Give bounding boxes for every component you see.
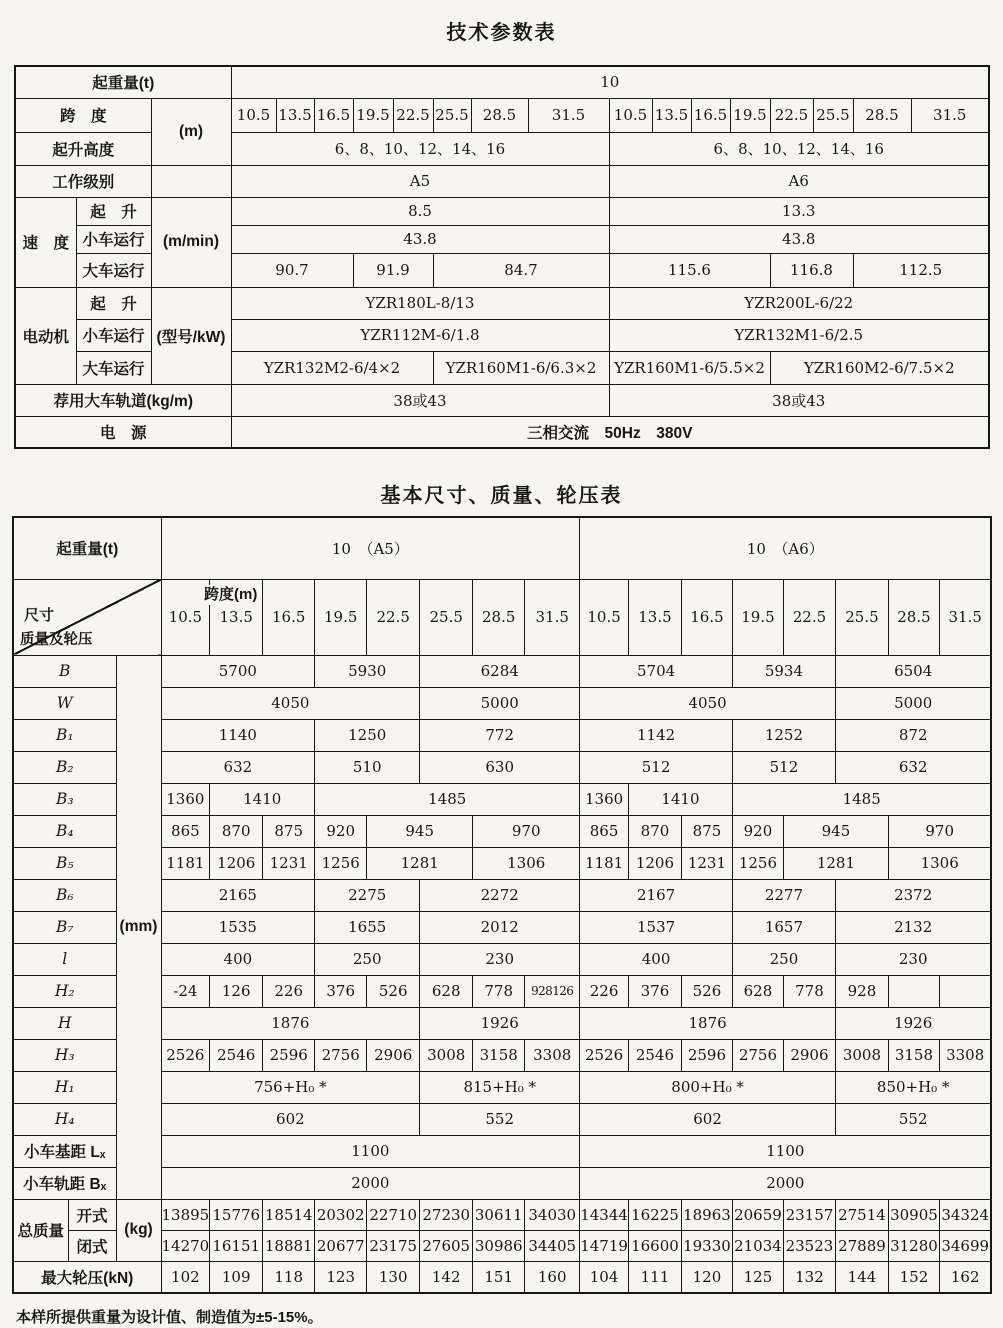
value-cell: 1256: [732, 847, 783, 879]
value-cell: 31.5: [525, 579, 580, 655]
value-cell: 875: [263, 815, 315, 847]
value-cell: 102: [161, 1261, 210, 1293]
label-cell: 电动机: [15, 287, 76, 384]
row-span: [15, 98, 989, 132]
value-cell: 1250: [315, 719, 420, 751]
value-cell: 1181: [580, 847, 629, 879]
value-cell: 28.5: [471, 98, 528, 132]
value-cell: 25.5: [813, 98, 853, 132]
value-cell: 91.9: [353, 253, 433, 287]
label-cell: 起 升: [76, 287, 151, 319]
label-cell: 起 升: [76, 197, 151, 225]
value-cell: 2756: [732, 1039, 783, 1071]
value-cell: 1485: [732, 783, 991, 815]
value-cell: 1360: [580, 783, 629, 815]
label-cell: 总质量: [13, 1199, 68, 1261]
value-cell: 109: [210, 1261, 263, 1293]
value-cell: 118: [263, 1261, 315, 1293]
row-rail: [15, 384, 989, 416]
label-cell: 小车基距 Lₓ: [13, 1135, 116, 1167]
value-cell: 13.5: [276, 98, 314, 132]
value-cell: 5930: [315, 655, 420, 687]
value-cell: 250: [732, 943, 835, 975]
value-cell: 875: [681, 815, 732, 847]
dim-label-cell: B₅: [13, 847, 116, 879]
value-cell: 1231: [263, 847, 315, 879]
dim-label-cell: H₁: [13, 1071, 116, 1103]
label-cell: 小车轨距 Bₓ: [13, 1167, 116, 1199]
value-cell: YZR132M1-6/2.5: [609, 319, 989, 351]
label-cell: (mm): [116, 655, 161, 1199]
row-lifting-capacity: [15, 66, 989, 98]
value-cell: YZR132M2-6/4×2: [231, 351, 433, 384]
dim-label-cell: B₆: [13, 879, 116, 911]
value-cell: 376: [628, 975, 681, 1007]
value-cell: 25.5: [835, 579, 888, 655]
value-cell: 19.5: [353, 98, 393, 132]
value-cell: 2000: [580, 1167, 992, 1199]
value-cell: 250: [315, 943, 420, 975]
value-cell: 111: [628, 1261, 681, 1293]
label-cell: 大车运行: [76, 351, 151, 384]
value-cell: 22710: [367, 1199, 420, 1230]
value-cell: 30611: [473, 1199, 525, 1230]
label-cell: 电 源: [15, 416, 231, 448]
value-cell: 14344: [580, 1199, 629, 1230]
value-cell: 1256: [315, 847, 367, 879]
value-cell: 3308: [525, 1039, 580, 1071]
label-cell: (型号/kW): [151, 287, 231, 384]
label-cell: 跨 度: [15, 98, 151, 132]
label-cell: 速 度: [15, 197, 76, 287]
value-cell: 2277: [732, 879, 835, 911]
value-cell: 870: [210, 815, 263, 847]
value-cell: 1206: [210, 847, 263, 879]
value-cell: 2012: [420, 911, 580, 943]
value-cell: 945: [367, 815, 473, 847]
value-cell: 31280: [888, 1230, 939, 1261]
value-cell: 152: [888, 1261, 939, 1293]
value-cell: 1876: [161, 1007, 420, 1039]
value-cell: 13.3: [609, 197, 989, 225]
value-cell: 1537: [580, 911, 733, 943]
dimensions-mass-wheel-load-table: [12, 516, 992, 1294]
value-cell: 34699: [939, 1230, 991, 1261]
value-cell: 112.5: [853, 253, 989, 287]
label-cell: 三相交流 50Hz 380V: [231, 416, 989, 448]
value-cell: 552: [420, 1103, 580, 1135]
value-cell: 19.5: [730, 98, 770, 132]
value-cell: 1485: [315, 783, 580, 815]
value-cell: 850+H₀ *: [835, 1071, 991, 1103]
value-cell: 2272: [420, 879, 580, 911]
value-cell: 928126: [525, 975, 580, 1007]
value-cell: -24: [161, 975, 210, 1007]
value-cell: 31.5: [939, 579, 991, 655]
row-motor-hoisting: [15, 287, 989, 319]
value-cell: YZR200L-6/22: [609, 287, 989, 319]
value-cell: 16.5: [314, 98, 353, 132]
value-cell: 400: [161, 943, 315, 975]
value-cell: 1100: [580, 1135, 992, 1167]
value-cell: 28.5: [853, 98, 911, 132]
value-cell: 13.5: [652, 98, 691, 132]
value-cell: 43.8: [231, 225, 609, 253]
value-cell: 526: [367, 975, 420, 1007]
value-cell: 38或43: [231, 384, 609, 416]
value-cell: 84.7: [433, 253, 609, 287]
value-cell: 800+H₀ *: [580, 1071, 836, 1103]
value-cell: 778: [783, 975, 835, 1007]
value-cell: 28.5: [888, 579, 939, 655]
value-cell: 552: [835, 1103, 991, 1135]
dim-label-cell: B₇: [13, 911, 116, 943]
value-cell: 162: [939, 1261, 991, 1293]
value-cell: 1657: [732, 911, 835, 943]
value-cell: 6、8、10、12、14、16: [609, 132, 989, 165]
page-title: 技术参数表: [446, 22, 557, 44]
value-cell: 30905: [888, 1199, 939, 1230]
value-cell: 43.8: [609, 225, 989, 253]
value-cell: 8.5: [231, 197, 609, 225]
value-cell: 628: [420, 975, 473, 1007]
value-cell: 2906: [367, 1039, 420, 1071]
dim-label-cell: B₃: [13, 783, 116, 815]
value-cell: 400: [580, 943, 733, 975]
value-cell: 13895: [161, 1199, 210, 1230]
value-cell: 151: [473, 1261, 525, 1293]
value-cell: 23157: [783, 1199, 835, 1230]
value-cell: 1306: [888, 847, 991, 879]
value-cell: 19.5: [315, 579, 367, 655]
dimensions-table-title: 基本尺寸、质量、轮压表: [380, 485, 623, 507]
value-cell: 10: [231, 66, 989, 98]
value-cell: 13.5: [628, 579, 681, 655]
value-cell: 865: [580, 815, 629, 847]
value-cell: 2165: [161, 879, 315, 911]
value-cell: 115.6: [609, 253, 770, 287]
dim-label-cell: H: [13, 1007, 116, 1039]
value-cell: 10.5: [231, 98, 276, 132]
value-cell: 865: [161, 815, 210, 847]
value-cell: 1535: [161, 911, 315, 943]
value-cell: 18514: [263, 1199, 315, 1230]
value-cell: 22.5: [393, 98, 433, 132]
value-cell: 920: [732, 815, 783, 847]
value-cell: A5: [231, 165, 609, 197]
value-cell: 13.5: [210, 579, 263, 655]
value-cell: 34324: [939, 1199, 991, 1230]
value-cell: 22.5: [367, 579, 420, 655]
value-cell: 34030: [525, 1199, 580, 1230]
dim-label-cell: l: [13, 943, 116, 975]
value-cell: 3158: [473, 1039, 525, 1071]
value-cell: 2132: [835, 911, 991, 943]
value-cell: 5000: [835, 687, 991, 719]
value-cell: 22.5: [783, 579, 835, 655]
value-cell: 772: [420, 719, 580, 751]
value-cell: 928: [835, 975, 888, 1007]
value-cell: 10 （A5）: [161, 517, 580, 579]
footnote: 本样所提供重量为设计值、制造值为±5-15%。: [16, 1309, 323, 1326]
label-cell: 工作级别: [15, 165, 151, 197]
value-cell: [939, 975, 991, 1007]
label-cell: (m): [151, 98, 231, 165]
value-cell: 10.5: [609, 98, 652, 132]
row-work-class: [15, 165, 989, 197]
value-cell: 1281: [783, 847, 888, 879]
value-cell: 1926: [835, 1007, 991, 1039]
value-cell: 1876: [580, 1007, 836, 1039]
value-cell: 4050: [161, 687, 420, 719]
value-cell: 2526: [580, 1039, 629, 1071]
value-cell: 18963: [681, 1199, 732, 1230]
value-cell: 6284: [420, 655, 580, 687]
label-cell: 开式: [68, 1199, 116, 1230]
label-cell: 荐用大车轨道(kg/m): [15, 384, 231, 416]
value-cell: 778: [473, 975, 525, 1007]
diag-label-0: 跨度(m): [200, 585, 261, 605]
value-cell: 16.5: [681, 579, 732, 655]
value-cell: 1926: [420, 1007, 580, 1039]
value-cell: 970: [473, 815, 580, 847]
row-speed-hoisting: [15, 197, 989, 225]
value-cell: 4050: [580, 687, 836, 719]
label-cell: (m/min): [151, 197, 231, 287]
value-cell: 1206: [628, 847, 681, 879]
value-cell: 526: [681, 975, 732, 1007]
value-cell: 5704: [580, 655, 733, 687]
technical-parameters-table: [14, 65, 990, 449]
value-cell: 132: [783, 1261, 835, 1293]
label-cell: 小车运行: [76, 225, 151, 253]
value-cell: 27889: [835, 1230, 888, 1261]
value-cell: 5700: [161, 655, 315, 687]
dim-label-cell: H₄: [13, 1103, 116, 1135]
value-cell: 2596: [681, 1039, 732, 1071]
row-wheel-load: [13, 1261, 991, 1293]
value-cell: 38或43: [609, 384, 989, 416]
value-cell: 27514: [835, 1199, 888, 1230]
value-cell: 2000: [161, 1167, 580, 1199]
value-cell: 376: [315, 975, 367, 1007]
value-cell: 23523: [783, 1230, 835, 1261]
value-cell: 142: [420, 1261, 473, 1293]
value-cell: 160: [525, 1261, 580, 1293]
row-B: [13, 655, 991, 687]
value-cell: 28.5: [473, 579, 525, 655]
dim-label-cell: B: [13, 655, 116, 687]
diag-label-1: 尺寸: [24, 606, 55, 624]
value-cell: 1231: [681, 847, 732, 879]
value-cell: 970: [888, 815, 991, 847]
diag-label-2: 质量及轮压: [20, 632, 93, 649]
value-cell: 628: [732, 975, 783, 1007]
value-cell: 602: [161, 1103, 420, 1135]
value-cell: 1410: [628, 783, 732, 815]
value-cell: 20677: [315, 1230, 367, 1261]
value-cell: 2275: [315, 879, 420, 911]
value-cell: 25.5: [420, 579, 473, 655]
value-cell: 116.8: [770, 253, 853, 287]
row-mass-open: [13, 1199, 991, 1230]
value-cell: 90.7: [231, 253, 353, 287]
dim-label-cell: H₃: [13, 1039, 116, 1071]
dim-label-cell: B₁: [13, 719, 116, 751]
value-cell: 1181: [161, 847, 210, 879]
dim-label-cell: B₂: [13, 751, 116, 783]
value-cell: 230: [835, 943, 991, 975]
value-cell: 920: [315, 815, 367, 847]
value-cell: 3158: [888, 1039, 939, 1071]
value-cell: 126: [210, 975, 263, 1007]
value-cell: 25.5: [433, 98, 471, 132]
dim-label-cell: H₂: [13, 975, 116, 1007]
value-cell: 16225: [628, 1199, 681, 1230]
value-cell: 945: [783, 815, 888, 847]
value-cell: 872: [835, 719, 991, 751]
value-cell: 16.5: [691, 98, 730, 132]
value-cell: 125: [732, 1261, 783, 1293]
value-cell: 16151: [210, 1230, 263, 1261]
value-cell: YZR160M2-6/7.5×2: [770, 351, 989, 384]
value-cell: YZR160M1-6/5.5×2: [609, 351, 770, 384]
value-cell: 18881: [263, 1230, 315, 1261]
value-cell: 2372: [835, 879, 991, 911]
value-cell: 27605: [420, 1230, 473, 1261]
value-cell: 27230: [420, 1199, 473, 1230]
value-cell: 870: [628, 815, 681, 847]
value-cell: 3008: [835, 1039, 888, 1071]
value-cell: YZR160M1-6/6.3×2: [433, 351, 609, 384]
label-cell: 起升高度: [15, 132, 151, 165]
value-cell: 1142: [580, 719, 733, 751]
value-cell: [888, 975, 939, 1007]
value-cell: 1306: [473, 847, 580, 879]
value-cell: 5000: [420, 687, 580, 719]
value-cell: 512: [580, 751, 733, 783]
value-cell: YZR112M-6/1.8: [231, 319, 609, 351]
label-cell: (kg): [116, 1199, 161, 1261]
value-cell: 226: [263, 975, 315, 1007]
value-cell: 2906: [783, 1039, 835, 1071]
value-cell: 512: [732, 751, 835, 783]
label-cell: 大车运行: [76, 253, 151, 287]
value-cell: 30986: [473, 1230, 525, 1261]
value-cell: 1100: [161, 1135, 580, 1167]
value-cell: 15776: [210, 1199, 263, 1230]
label-cell: 起重量(t): [15, 66, 231, 98]
value-cell: 2546: [628, 1039, 681, 1071]
value-cell: 20302: [315, 1199, 367, 1230]
value-cell: 630: [420, 751, 580, 783]
value-cell: 22.5: [770, 98, 813, 132]
value-cell: 10.5: [580, 579, 629, 655]
dim-label-cell: W: [13, 687, 116, 719]
value-cell: 5934: [732, 655, 835, 687]
value-cell: 2167: [580, 879, 733, 911]
value-cell: 6504: [835, 655, 991, 687]
value-cell: 123: [315, 1261, 367, 1293]
value-cell: 14270: [161, 1230, 210, 1261]
value-cell: 1140: [161, 719, 315, 751]
value-cell: 31.5: [528, 98, 609, 132]
value-cell: 1655: [315, 911, 420, 943]
value-cell: 602: [580, 1103, 836, 1135]
value-cell: 632: [161, 751, 315, 783]
dim-label-cell: B₄: [13, 815, 116, 847]
value-cell: 756+H₀ *: [161, 1071, 420, 1103]
value-cell: 1281: [367, 847, 473, 879]
value-cell: 2596: [263, 1039, 315, 1071]
value-cell: 104: [580, 1261, 629, 1293]
value-cell: 3008: [420, 1039, 473, 1071]
value-cell: 815+H₀ *: [420, 1071, 580, 1103]
value-cell: 3308: [939, 1039, 991, 1071]
value-cell: 10 （A6）: [580, 517, 992, 579]
value-cell: 2526: [161, 1039, 210, 1071]
value-cell: 6、8、10、12、14、16: [231, 132, 609, 165]
label-cell: [151, 165, 231, 197]
value-cell: 19.5: [732, 579, 783, 655]
value-cell: 1360: [161, 783, 210, 815]
label-cell: 闭式: [68, 1230, 116, 1261]
row-power: [15, 416, 989, 448]
value-cell: 16600: [628, 1230, 681, 1261]
label-cell: 起重量(t): [13, 517, 161, 579]
value-cell: 1410: [210, 783, 315, 815]
value-cell: 130: [367, 1261, 420, 1293]
value-cell: 16.5: [263, 579, 315, 655]
value-cell: 1252: [732, 719, 835, 751]
value-cell: 14719: [580, 1230, 629, 1261]
value-cell: 34405: [525, 1230, 580, 1261]
value-cell: 120: [681, 1261, 732, 1293]
value-cell: 10.5: [161, 579, 210, 655]
value-cell: 144: [835, 1261, 888, 1293]
row-capacity-header: [13, 517, 991, 579]
label-cell: 小车运行: [76, 319, 151, 351]
value-cell: 2546: [210, 1039, 263, 1071]
value-cell: 19330: [681, 1230, 732, 1261]
value-cell: 20659: [732, 1199, 783, 1230]
value-cell: 510: [315, 751, 420, 783]
label-cell: 最大轮压(kN): [13, 1261, 161, 1293]
value-cell: 632: [835, 751, 991, 783]
value-cell: 23175: [367, 1230, 420, 1261]
row-span-header: [13, 579, 991, 655]
value-cell: 21034: [732, 1230, 783, 1261]
value-cell: 2756: [315, 1039, 367, 1071]
value-cell: YZR180L-8/13: [231, 287, 609, 319]
value-cell: 230: [420, 943, 580, 975]
value-cell: 226: [580, 975, 629, 1007]
value-cell: A6: [609, 165, 989, 197]
value-cell: 31.5: [911, 98, 989, 132]
